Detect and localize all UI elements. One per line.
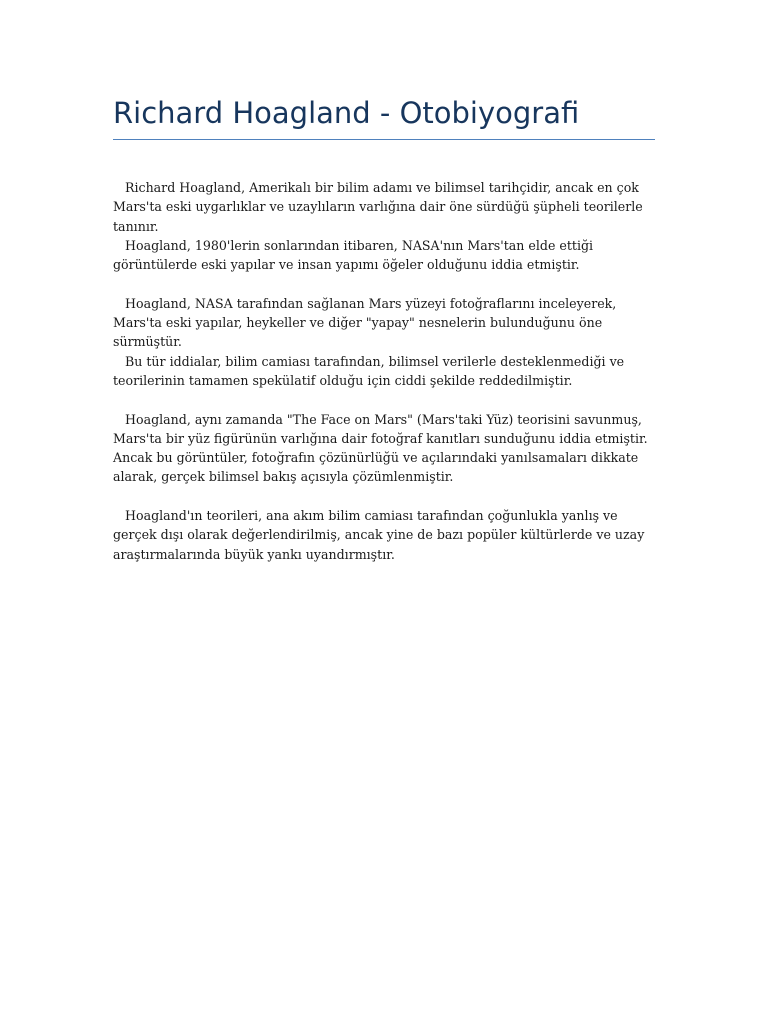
paragraph-spacer <box>113 487 659 506</box>
title-underline <box>113 139 655 140</box>
paragraph: Hoagland, aynı zamanda "The Face on Mars" (Mars'taki Yüz) teorisini savunmuş, Mars'ta bir yüz figürünün varlığına dair fotoğraf kanıtları sunduğunu iddia etmiştir. Ancak bu görüntüler, fotoğrafın çözünürlüğü ve açılarındaki yanılsamaları dikkate alarak, gerçek bilimsel bakış açısıyla çözümlenmiştir. <box>113 411 648 485</box>
paragraph-spacer <box>113 390 659 409</box>
paragraph: Richard Hoagland, Amerikalı bir bilim adamı ve bilimsel tarihçidir, ancak en çok Mars'ta eski uygarlıklar ve uzaylıların varlığına dair öne sürdüğü şüpheli teorilerle tanınır. <box>113 180 643 234</box>
paragraph: Hoagland, NASA tarafından sağlanan Mars yüzeyi fotoğraflarını inceleyerek, Mars'ta eski yapılar, heykeller ve diğer "yapay" nesnelerin bulunduğunu öne sürmüştür. <box>113 295 617 350</box>
document-title: Richard Hoagland - Otobiyografi <box>113 96 580 130</box>
paragraph: Bu tür iddialar, bilim camiası tarafından, bilimsel verilerle desteklenmediği ve teorilerinin tamamen spekülatif olduğu için ciddi şekilde reddedilmiştir. <box>113 353 625 388</box>
paragraph-spacer <box>113 274 659 293</box>
paragraph: Hoagland'ın teorileri, ana akım bilim camiası tarafından çoğunlukla yanlış ve gerçek dışı olarak değerlendirilmiş, ancak yine de bazı popüler kültürlerde ve uzay araştırmalarında büyük yankı uyandırmıştır. <box>113 508 645 562</box>
document-body <box>113 178 659 564</box>
paragraph: Hoagland, 1980'lerin sonlarından itibaren, NASA'nın Mars'tan elde ettiği görüntülerde eski yapılar ve insan yapımı öğeler olduğunu iddia etmiştir. <box>113 237 594 273</box>
